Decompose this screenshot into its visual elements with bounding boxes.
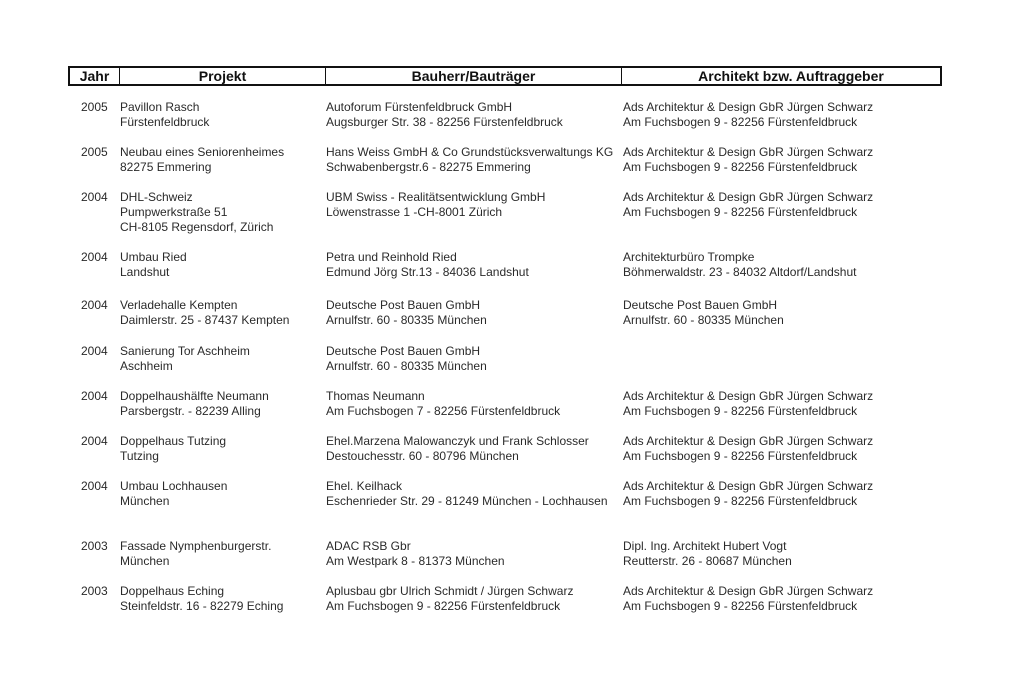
- cell-architect-line: Am Fuchsbogen 9 - 82256 Fürstenfeldbruck: [623, 494, 858, 508]
- cell-project-line: Aschheim: [120, 359, 173, 373]
- cell-project-line: Steinfeldstr. 16 - 82279 Eching: [120, 599, 284, 613]
- cell-client: [326, 584, 573, 614]
- cell-project-line: CH-8105 Regensdorf, Zürich: [120, 220, 274, 234]
- cell-client-line: Am Fuchsbogen 9 - 82256 Fürstenfeldbruck: [326, 599, 561, 613]
- cell-year: 2004: [81, 344, 108, 358]
- cell-architect-line: Am Fuchsbogen 9 - 82256 Fürstenfeldbruck: [623, 404, 858, 418]
- cell-project-line: 82275 Emmering: [120, 160, 212, 174]
- cell-architect-line: Ads Architektur & Design GbR Jürgen Schwarz: [623, 479, 874, 493]
- header-year: Jahr: [70, 68, 120, 84]
- cell-project: [120, 479, 227, 509]
- cell-client-line: Am Westpark 8 - 81373 München: [326, 554, 505, 568]
- cell-project-line: München: [120, 494, 170, 508]
- cell-architect: [623, 539, 792, 569]
- cell-project: [120, 100, 209, 130]
- cell-architect-line: Böhmerwaldstr. 23 - 84032 Altdorf/Landshut: [623, 265, 857, 279]
- cell-year: 2004: [81, 190, 108, 204]
- cell-year: 2004: [81, 389, 108, 403]
- cell-client-line: UBM Swiss - Realitätsentwicklung GmbH: [326, 190, 546, 204]
- cell-architect-line: Architekturbüro Trompke: [623, 250, 755, 264]
- cell-project-line: Sanierung Tor Aschheim: [120, 344, 250, 358]
- cell-project-line: Doppelhaushälfte Neumann: [120, 389, 269, 403]
- cell-architect-line: Deutsche Post Bauen GmbH: [623, 298, 778, 312]
- cell-client-line: Deutsche Post Bauen GmbH: [326, 298, 481, 312]
- header-client: Bauherr/Bauträger: [326, 68, 622, 84]
- header-architect: Architekt bzw. Auftraggeber: [698, 68, 884, 84]
- cell-project-line: Landshut: [120, 265, 170, 279]
- cell-architect: [623, 298, 784, 328]
- cell-client-line: Aplusbau gbr Ulrich Schmidt / Jürgen Schwarz: [326, 584, 574, 598]
- cell-project: [120, 389, 269, 419]
- cell-architect-line: Ads Architektur & Design GbR Jürgen Schwarz: [623, 100, 874, 114]
- cell-client: [326, 190, 545, 220]
- cell-architect-line: Ads Architektur & Design GbR Jürgen Schwarz: [623, 389, 874, 403]
- cell-architect-line: Am Fuchsbogen 9 - 82256 Fürstenfeldbruck: [623, 160, 858, 174]
- cell-project-line: München: [120, 554, 170, 568]
- cell-client-line: Schwabenbergstr.6 - 82275 Emmering: [326, 160, 531, 174]
- cell-architect: [623, 389, 873, 419]
- cell-architect: [623, 479, 873, 509]
- cell-client-line: Ehel. Keilhack: [326, 479, 403, 493]
- cell-project-line: Tutzing: [120, 449, 159, 463]
- cell-architect-line: Reutterstr. 26 - 80687 München: [623, 554, 792, 568]
- cell-project-line: Verladehalle Kempten: [120, 298, 238, 312]
- cell-project: [120, 539, 271, 569]
- cell-project: [120, 584, 283, 614]
- cell-architect: [623, 584, 873, 614]
- cell-project-line: Neubau eines Seniorenheimes: [120, 145, 285, 159]
- cell-year: 2003: [81, 584, 108, 598]
- cell-client: [326, 434, 589, 464]
- cell-client-line: Autoforum Fürstenfeldbruck GmbH: [326, 100, 513, 114]
- cell-client-line: Arnulfstr. 60 - 80335 München: [326, 313, 487, 327]
- cell-project-line: Daimlerstr. 25 - 87437 Kempten: [120, 313, 290, 327]
- cell-client-line: Deutsche Post Bauen GmbH: [326, 344, 481, 358]
- cell-architect-line: Dipl. Ing. Architekt Hubert Vogt: [623, 539, 787, 553]
- cell-architect-line: Am Fuchsbogen 9 - 82256 Fürstenfeldbruck: [623, 205, 858, 219]
- cell-client-line: Arnulfstr. 60 - 80335 München: [326, 359, 487, 373]
- cell-client-line: Eschenrieder Str. 29 - 81249 München - Lochhausen: [326, 494, 608, 508]
- cell-architect: [623, 145, 873, 175]
- cell-project: [120, 250, 187, 280]
- cell-client-line: Am Fuchsbogen 7 - 82256 Fürstenfeldbruck: [326, 404, 561, 418]
- cell-project-line: Fassade Nymphenburgerstr.: [120, 539, 272, 553]
- cell-year: 2003: [81, 539, 108, 553]
- cell-year: 2004: [81, 479, 108, 493]
- cell-architect-line: Arnulfstr. 60 - 80335 München: [623, 313, 784, 327]
- cell-project: [120, 298, 289, 328]
- cell-architect: [623, 434, 873, 464]
- cell-year: 2005: [81, 145, 108, 159]
- cell-project-line: Doppelhaus Eching: [120, 584, 225, 598]
- cell-client: [326, 389, 560, 419]
- cell-client: [326, 100, 563, 130]
- cell-client-line: Destouchesstr. 60 - 80796 München: [326, 449, 519, 463]
- cell-architect-line: Ads Architektur & Design GbR Jürgen Schwarz: [623, 190, 874, 204]
- cell-project: [120, 434, 226, 464]
- cell-client: [326, 145, 613, 175]
- cell-client-line: Hans Weiss GmbH & Co Grundstücksverwaltungs KG: [326, 145, 614, 159]
- cell-architect-line: Ads Architektur & Design GbR Jürgen Schwarz: [623, 145, 874, 159]
- cell-client: [326, 344, 487, 374]
- cell-project-line: Umbau Ried: [120, 250, 187, 264]
- cell-project: [120, 344, 250, 374]
- cell-architect-line: Am Fuchsbogen 9 - 82256 Fürstenfeldbruck: [623, 449, 858, 463]
- cell-client-line: Augsburger Str. 38 - 82256 Fürstenfeldbruck: [326, 115, 563, 129]
- cell-project-line: Pumpwerkstraße 51: [120, 205, 228, 219]
- cell-project-line: Doppelhaus Tutzing: [120, 434, 227, 448]
- cell-client-line: Edmund Jörg Str.13 - 84036 Landshut: [326, 265, 529, 279]
- cell-year: 2004: [81, 250, 108, 264]
- cell-project-line: Parsbergstr. - 82239 Alling: [120, 404, 261, 418]
- cell-project-line: Fürstenfeldbruck: [120, 115, 210, 129]
- cell-project: [120, 190, 273, 235]
- cell-client-line: Thomas Neumann: [326, 389, 425, 403]
- cell-project: [120, 145, 284, 175]
- cell-project-line: DHL-Schweiz: [120, 190, 193, 204]
- cell-client: [326, 539, 505, 569]
- cell-client-line: Petra und Reinhold Ried: [326, 250, 457, 264]
- cell-client: [326, 298, 487, 328]
- cell-client: [326, 479, 608, 509]
- cell-architect: [623, 250, 856, 280]
- cell-architect-line: Ads Architektur & Design GbR Jürgen Schwarz: [623, 434, 874, 448]
- cell-client: [326, 250, 529, 280]
- cell-year: 2004: [81, 434, 108, 448]
- cell-client-line: Ehel.Marzena Malowanczyk und Frank Schlosser: [326, 434, 589, 448]
- cell-year: 2005: [81, 100, 108, 114]
- cell-architect-line: Ads Architektur & Design GbR Jürgen Schwarz: [623, 584, 874, 598]
- cell-architect: [623, 190, 873, 220]
- cell-project-line: Umbau Lochhausen: [120, 479, 228, 493]
- cell-project-line: Pavillon Rasch: [120, 100, 200, 114]
- cell-year: 2004: [81, 298, 108, 312]
- table-header: [68, 66, 942, 86]
- cell-architect: [623, 100, 873, 130]
- cell-client-line: ADAC RSB Gbr: [326, 539, 411, 553]
- cell-architect-line: Am Fuchsbogen 9 - 82256 Fürstenfeldbruck: [623, 599, 858, 613]
- header-project: Projekt: [120, 68, 326, 84]
- cell-client-line: Löwenstrasse 1 -CH-8001 Zürich: [326, 205, 503, 219]
- cell-architect-line: Am Fuchsbogen 9 - 82256 Fürstenfeldbruck: [623, 115, 858, 129]
